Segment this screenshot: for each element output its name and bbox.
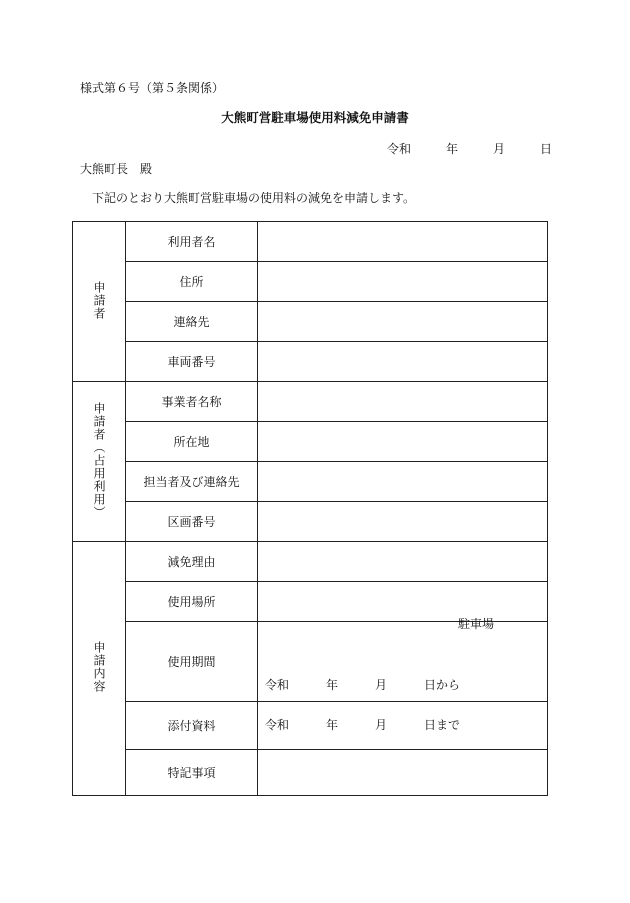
date-day-unit: 日 <box>540 142 553 156</box>
field-label: 利用者名 <box>126 222 258 262</box>
period-start-year: 年 <box>326 677 339 692</box>
field-label: 使用場所 <box>126 582 258 622</box>
table-row <box>73 382 548 422</box>
date-year-unit: 年 <box>446 142 459 156</box>
intro-text: 下記のとおり大熊町営駐車場の使用料の減免を申請します。 <box>92 191 416 205</box>
form-number-label: 様式第６号（第５条関係） <box>80 81 225 95</box>
period-end-era: 令和 <box>265 717 290 732</box>
table-row <box>73 582 548 622</box>
field-label: 車両番号 <box>126 342 258 382</box>
address-field[interactable] <box>258 262 548 302</box>
field-label: 連絡先 <box>126 302 258 342</box>
table-row <box>73 502 548 542</box>
usage-place-field[interactable] <box>258 582 548 631</box>
period-end-month: 月 <box>375 717 388 732</box>
period-start-day: 日から <box>424 677 461 692</box>
field-label: 添付資料 <box>126 702 258 750</box>
field-label: 担当者及び連絡先 <box>126 462 258 502</box>
field-label: 所在地 <box>126 422 258 462</box>
contact-field[interactable] <box>258 302 548 342</box>
table-row <box>73 622 548 702</box>
field-label: 特記事項 <box>126 750 258 796</box>
field-label: 事業者名称 <box>126 382 258 422</box>
field-label: 区画番号 <box>126 502 258 542</box>
parking-lot-suffix: 駐車場 <box>458 616 495 631</box>
business-name-field[interactable] <box>258 382 548 422</box>
document-title: 大熊町営駐車場使用料減免申請書 <box>221 110 409 125</box>
period-end-day: 日まで <box>424 717 461 732</box>
period-start-month: 月 <box>375 677 388 692</box>
special-notes-field[interactable] <box>258 750 548 796</box>
table-row <box>73 422 548 462</box>
date-month-unit: 月 <box>493 142 506 156</box>
period-end-year: 年 <box>326 717 339 732</box>
vehicle-number-field[interactable] <box>258 342 548 382</box>
section-applicant <box>73 222 126 382</box>
section-applicant-occupancy <box>73 382 126 542</box>
person-in-charge-field[interactable] <box>258 462 548 502</box>
table-row <box>73 750 548 796</box>
section-label: 申請者（占用利用） <box>92 401 106 519</box>
table-row <box>73 302 548 342</box>
field-label: 使用期間 <box>126 622 258 702</box>
table-row <box>73 542 548 582</box>
section-application-details <box>73 542 126 796</box>
table-row <box>73 342 548 382</box>
addressee: 大熊町長 殿 <box>80 162 153 176</box>
user-name-field[interactable] <box>258 222 548 262</box>
section-label: 申請内容 <box>92 641 106 693</box>
location-field[interactable] <box>258 422 548 462</box>
period-start-era: 令和 <box>265 677 290 692</box>
application-table <box>72 221 548 796</box>
field-label: 減免理由 <box>126 542 258 582</box>
table-row <box>73 702 548 750</box>
lot-number-field[interactable] <box>258 502 548 542</box>
usage-period-field[interactable] <box>258 622 548 732</box>
table-row <box>73 462 548 502</box>
table-row <box>73 222 548 262</box>
exemption-reason-field[interactable] <box>258 542 548 582</box>
attachments-field[interactable] <box>258 702 548 750</box>
date-era: 令和 <box>387 142 412 156</box>
table-row <box>73 262 548 302</box>
field-label: 住所 <box>126 262 258 302</box>
section-label: 申請者 <box>92 280 106 320</box>
